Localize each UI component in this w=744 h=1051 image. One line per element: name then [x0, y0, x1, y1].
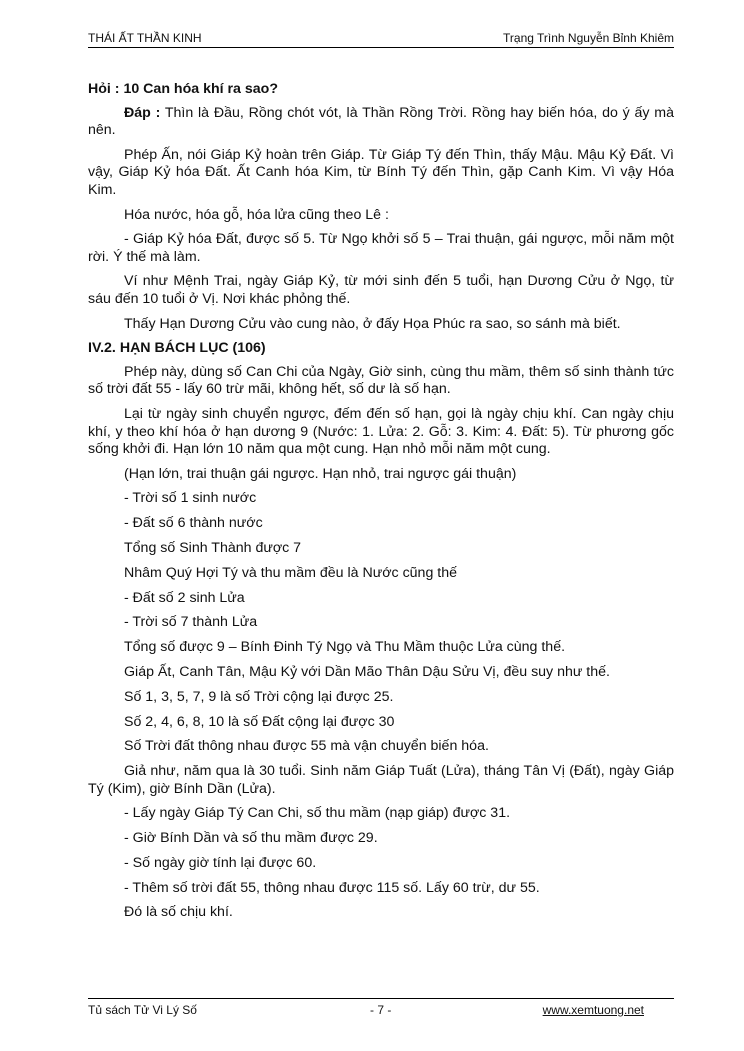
list-line: - Lấy ngày Giáp Tý Can Chi, số thu mầm (nạp giáp) được 31.	[124, 805, 511, 822]
paragraph-phep-an: Phép Ấn, nói Giáp Kỷ hoàn trên Giáp. Từ Giáp Tý đến Thìn, thấy Mậu. Mậu Kỷ Đất. Vì vậy, Giáp Kỷ hóa Đất. Ất Canh hóa Kim, từ Bính Tý đến Thìn, gặp Canh Kim. Vì vậy Hóa Kim.	[88, 146, 674, 198]
list-line: - Đất số 6 thành nước	[124, 515, 263, 532]
paragraph-giap-ky: - Giáp Kỷ hóa Đất, được số 5. Từ Ngọ khởi số 5 – Trai thuận, gái ngược, mỗi năm một rời. Ý thế mà làm.	[88, 231, 674, 265]
paragraph-vi-nhu: Ví như Mệnh Trai, ngày Giáp Kỷ, từ mới sinh đến 5 tuổi, hạn Dương Cửu ở Ngọ, từ sáu đến 10 tuổi ở Vị. Nơi khác phỏng thế.	[88, 273, 674, 307]
paragraph-phep-nay: Phép này, dùng số Can Chi của Ngày, Giờ sinh, cùng thu mầm, thêm số sinh thành tức số trời đất 55 - lấy 60 trừ mãi, không hết, số dư là số hạn.	[88, 363, 674, 398]
list-line: Giáp Ất, Canh Tân, Mậu Kỷ với Dần Mão Thân Dậu Sửu Vị, đều suy như thế.	[124, 663, 610, 680]
header-author: Trạng Trình Nguyễn Bỉnh Khiêm	[503, 31, 674, 45]
page-number: - 7 -	[370, 1003, 392, 1017]
list-line: - Trời số 7 thành Lửa	[124, 614, 258, 631]
paragraph-hoa-nuoc: Hóa nước, hóa gỗ, hóa lửa cũng theo Lê :	[124, 206, 389, 223]
list-line: Tổng số được 9 – Bính Đinh Tý Ngọ và Thu Mầm thuộc Lửa cùng thế.	[124, 639, 566, 656]
paragraph-gia-nhu: Giả như, năm qua là 30 tuổi. Sinh năm Giáp Tuất (Lửa), tháng Tân Vị (Đất), ngày Giáp Tý (Kim), giờ Bính Dần (Lửa).	[88, 763, 674, 797]
question-heading: Hỏi : 10 Can hóa khí ra sao?	[88, 81, 279, 97]
header-book-title: THÁI ẤT THẦN KINH	[88, 31, 202, 45]
paragraph-thay-han: Thấy Hạn Dương Cửu vào cung nào, ở đấy Họa Phúc ra sao, so sánh mà biết.	[124, 315, 621, 332]
list-line: Đó là số chịu khí.	[124, 904, 233, 921]
footer-series: Tủ sách Tử Vi Lý Số	[88, 1003, 197, 1017]
list-line: (Hạn lớn, trai thuận gái ngược. Hạn nhỏ, trai ngược gái thuận)	[124, 465, 517, 482]
list-line: Tổng số Sinh Thành được 7	[124, 540, 302, 557]
answer-text: Thìn là Đầu, Rồng chót vót, là Thần Rồng Trời. Rồng hay biến hóa, do ý ấy mà nên.	[88, 104, 674, 139]
list-line: - Giờ Bính Dần và số thu mầm được 29.	[124, 830, 378, 847]
list-line: - Thêm số trời đất 55, thông nhau được 115 số. Lấy 60 trừ, dư 55.	[124, 879, 540, 896]
list-line: Số 1, 3, 5, 7, 9 là số Trời cộng lại được 25.	[124, 688, 394, 705]
page-footer	[88, 998, 674, 1019]
page-header	[88, 29, 674, 48]
list-line: Nhâm Quý Hợi Tý và thu mầm đều là Nước cũng thế	[124, 564, 458, 581]
list-line: - Đất số 2 sinh Lửa	[124, 589, 245, 606]
answer-label: Đáp :	[124, 104, 161, 121]
paragraph-lai-tu: Lại từ ngày sinh chuyển ngược, đếm đến số hạn, gọi là ngày chịu khí. Can ngày chịu khí, y theo khí hóa ở hạn dương 9 (Nước: 1. Lửa: 2. Gỗ: 3. Kim: 4. Đất: 5). Từ phương gốc sống khởi đi. Hạn lớn 10 năm qua một cung. Hạn nhỏ mỗi năm một cung.	[88, 405, 674, 458]
list-line: - Trời số 1 sinh nước	[124, 490, 257, 507]
answer-paragraph	[88, 105, 674, 140]
list-line: Số 2, 4, 6, 8, 10 là số Đất cộng lại được 30	[124, 713, 395, 730]
list-line: - Số ngày giờ tính lại được 60.	[124, 854, 317, 871]
list-line: Số Trời đất thông nhau được 55 mà vận chuyển biến hóa.	[124, 738, 489, 755]
page-body	[88, 81, 674, 929]
section-heading: IV.2. HẠN BÁCH LỤC (106)	[88, 340, 266, 357]
footer-website-link[interactable]: www.xemtuong.net	[542, 1003, 644, 1017]
